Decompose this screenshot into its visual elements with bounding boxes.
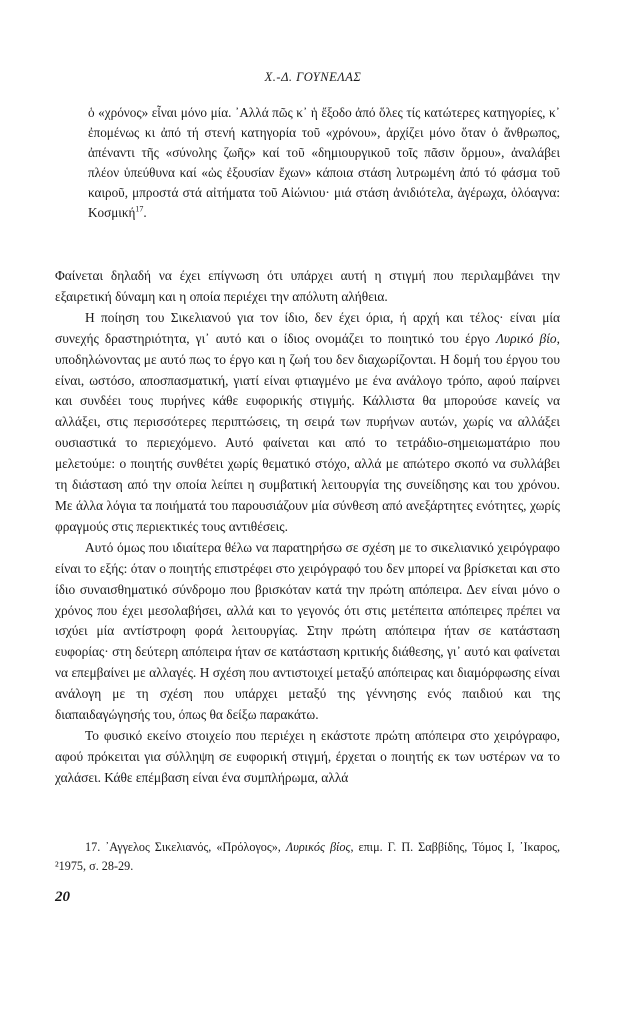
paragraph-4: Το φυσικό εκείνο στοιχείο που περιέχει η εκάστοτε πρώτη απόπειρα στο χειρόγραφο, αφού πρόκειται για σύλληψη σε ευφορική στιγμή, έρχεται ο ποιητής εκ των υστέρων να το χαλάσει. Κάθε επέμβαση είναι ένα συμπλήρωμα, αλλά	[55, 727, 560, 785]
quote-paragraph	[88, 103, 560, 222]
quote-end: .	[143, 204, 147, 220]
paragraph-2-start: Η ποίηση του Σικελιανού για τον ίδιο, δεν έχει όρια, ή αρχή και τέλος· είναι μία συνεχής δραστηριότητα, γι᾿ αυτό και ο ίδιος ονομάζει το ποιητικό του έργο	[55, 309, 560, 346]
block-quote	[88, 103, 560, 222]
page-number: 20	[55, 889, 70, 905]
paragraph-3: Αυτό όμως που ιδιαίτερα θέλω να παρατηρήσω σε σχέση με το σικελιανικό χειρόγραφο είναι το εξής: όταν ο ποιητής επιστρέφει στο χειρόγραφό του δεν μπορεί να βρίσκεται και στο ίδιο συναισθηματικό σύνδρομο που βρισκόταν κατά την πρώτη απόπειρα. Δεν είναι μόνο ο χρόνος που έχει μεσολαβήσει, αλλά και το γεγονός ότι στις μετέπειτα απόπειρες πρέπει να ισχύει μία αντίστροφη φορά λειτουργίας. Στην πρώτη απόπειρα ήταν σε κατάσταση ευφορίας· στη δεύτερη απόπειρα ήταν σε κατάσταση κριτικής διάθεσης, γι᾿ αυτό και φαίνεται να επεμβαίνει με αλλαγές. Η σχέση που αντιστοιχεί μεταξύ απόπειρας και διαμόρφωσης είναι ανάλογη με τη σχέση που υπάρχει μεταξύ της γέννησης ενός παιδιού και της διαπαιδαγώγησής του, όπως θα δείξω παρακάτω.	[55, 539, 560, 723]
body-text	[55, 266, 560, 789]
footnote-17	[55, 838, 560, 876]
work-title: Λυρικό βίο	[495, 330, 557, 346]
footnote-reference: 17	[135, 204, 144, 214]
footnote-rest: , επιμ. Γ. Π. Σαββίδης, Τόμος Ι, ᾿Ικαρος, ²1975, σ. 28-29.	[55, 840, 560, 873]
running-head: Χ.-Δ. ΓΟΥΝΕΛΑΣ	[264, 70, 362, 84]
paragraph-1: Φαίνεται δηλαδή να έχει επίγνωση ότι υπάρχει αυτή η στιγμή που περιλαμβάνει την εξαιρετική δύναμη και η οποία περιέχει την απόλυτη αλήθεια.	[55, 268, 560, 304]
footnote-title: Λυρικός βίος	[285, 840, 351, 854]
quote-text: ὁ «χρόνος» εἶναι μόνο μία. ᾿Αλλά πῶς κ᾿ ἡ ἔξοδο ἀπό ὅλες τίς κατώτερες κατηγορίες, κ᾿ ἐπομένως κι ἀπό τή στενή κατηγορία τοῦ «χρόνου», ἀρχίζει μόνο ὅταν ὁ ἄνθρωπος, ἀπέναντι τῆς «σύνολης ζωῆς» καί τοῦ «δημιουργικοῦ τοῖς πᾶσιν ὅρμου», ἀναλάβει πλέον ὑπεύθυνα καί «ὡς ἐξουσίαν ἔχων» κάποια στάση λυτρωμένη ἀπό τό φάσμα τοῦ καιροῦ, μπροστά στά αἰτήματα τοῦ Αἰώνιου· μιά στάση ἀνιδιότελα, ἀγέρωχα, ὁλόαγνα: Κοσμική	[88, 105, 560, 220]
footnote	[55, 838, 560, 876]
paragraph-2	[55, 308, 560, 538]
paragraph-2-rest: , υποδηλώνοντας με αυτό πως το έργο και η ζωή του δεν διαχωρίζονται. Η δομή του έργου του είναι, ωστόσο, αποσπασματική, γιατί είναι φτιαγμένο με ένα ανάλογο τρόπο, αφού παίρνει και συνδέει τους πυρήνες κάθε ευφορικής στιγμής. Κάλλιστα θα μπορούσε κανείς να αλλάξει, στις περισσότερες περιπτώσεις, τη σειρά των πυρήνων αυτών, χωρίς να αλλάξει ουσιαστικά το περιεχόμενο. Αυτό φαίνεται και από το τετράδιο-σημειωματάριο που μελετούμε: ο ποιητής συνθέτει χωρίς θεματικό στόχο, αλλά με απώτερο σκοπό να συλλάβει τη διάσταση από την οποία λείπει η συμβατική λειτουργία της συνείδησης και του χρόνου. Με άλλα λόγια τα ποιήματά του παρουσιάζουν μία σύνθεση από ανεξάρτητες ενότητες, χωρίς φραγμούς στις περιεκτικές τους αντιθέσεις.	[55, 330, 560, 534]
footnote-start: 17. ᾿Αγγελος Σικελιανός, «Πρόλογος»,	[85, 840, 286, 854]
